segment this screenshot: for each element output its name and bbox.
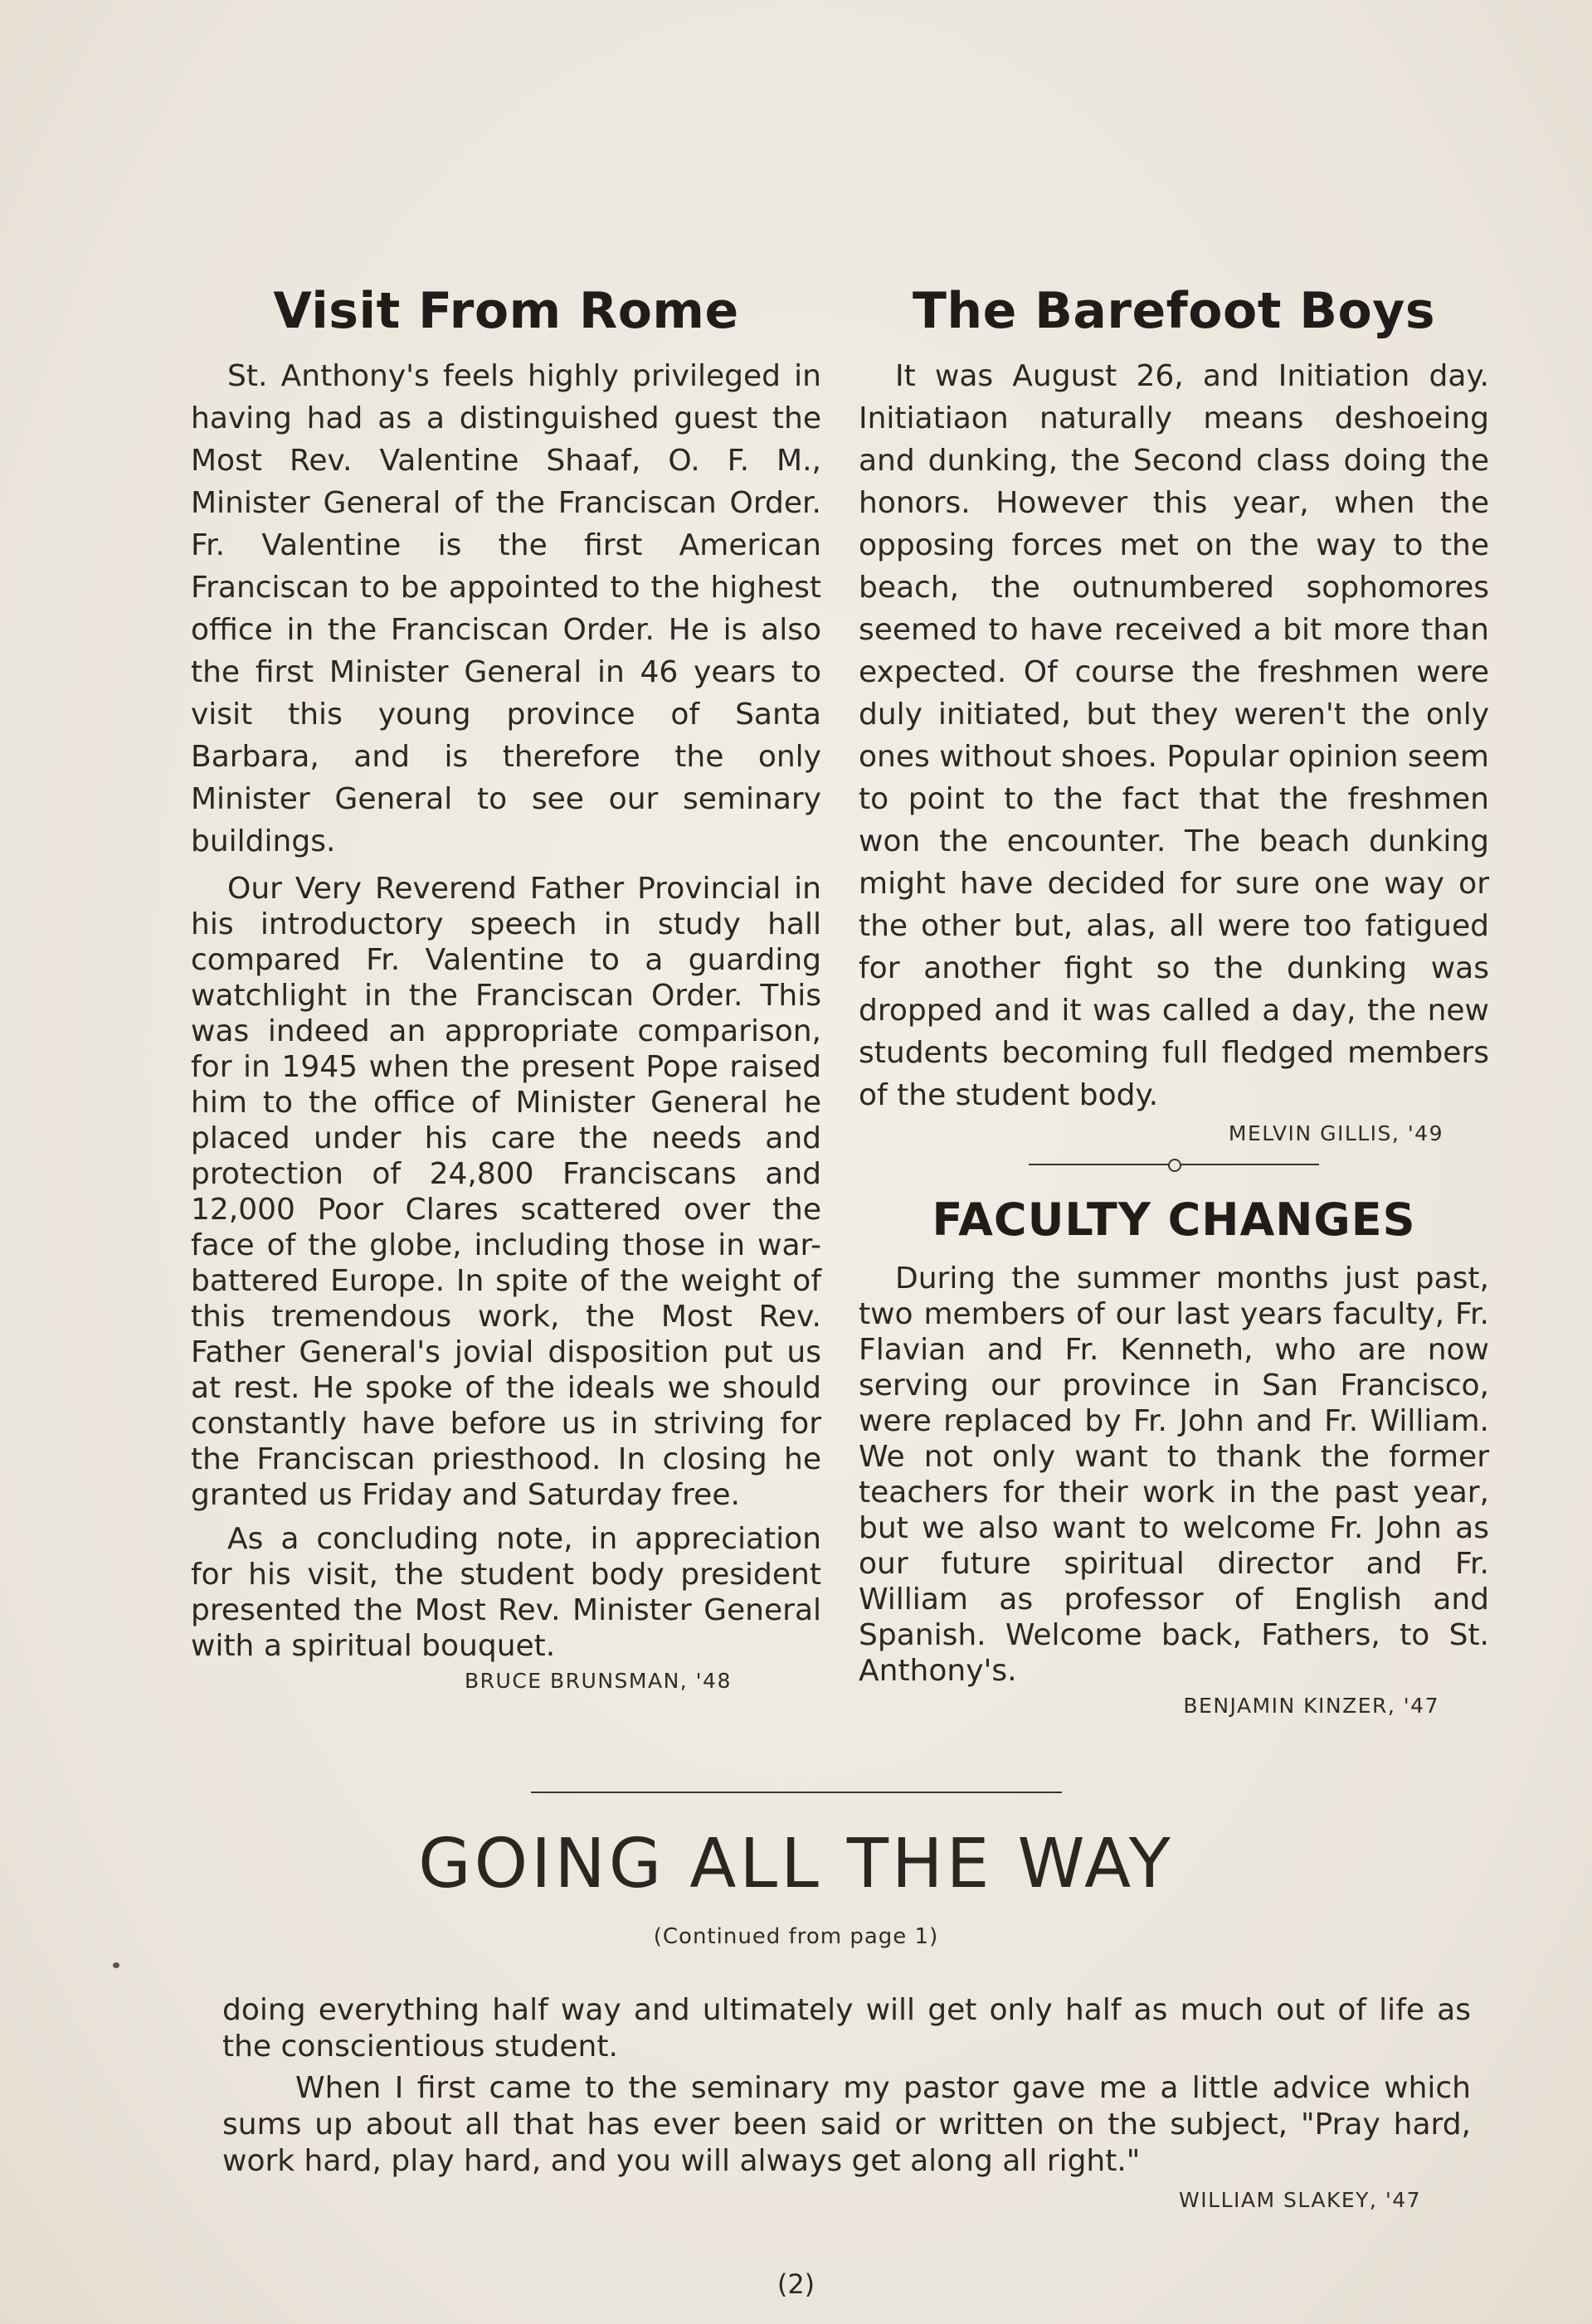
- article-visit-from-rome: [191, 282, 821, 1693]
- article-paragraph: St. Anthony's feels highly privileged in having had as a distinguished guest the Most Rev. Valentine Shaaf, O. F. M., Minister General of the Franciscan Order. Fr. Valentine is the first American Franciscan to be appointed to the highest office in the Franciscan Order. He is also the first Minister General in 46 years to visit this young province of Santa Barbara, and is therefore the only Minister General to see our seminary buildings.: [191, 359, 821, 858]
- article-title: The Barefoot Boys: [912, 282, 1436, 340]
- article-paragraph: When I first came to the seminary my pastor gave me a little advice which sums up about all that has ever been said or written on the subject, "Pray hard, work hard, play hard, and you will always get along all right.": [222, 2071, 1471, 2178]
- horizontal-rule: [531, 1792, 1062, 1793]
- article-byline: BRUCE BRUNSMAN, '48: [465, 1669, 732, 1693]
- article-paragraph: Our Very Reverend Father Provincial in his introductory speech in study hall compared Fr. Valentine to a guarding watchlight in the Franciscan Order. This was indeed an appropriate comparison, for in 1945 when the present Pope raised him to the office of Minister General he placed under his care the needs and protection of 24,800 Franciscans and 12,000 Poor Clares scattered over the face of the globe, including those in war-battered Europe. In spite of the weight of this tremendous work, the Most Rev. Father General's jovial disposition put us at rest. He spoke of the ideals we should constantly have before us in striving for the Franciscan priesthood. In closing he granted us Friday and Saturday free.: [191, 872, 821, 1512]
- article-byline: MELVIN GILLIS, '49: [1228, 1121, 1444, 1145]
- article-barefoot-boys: [859, 282, 1489, 1718]
- article-going-all-the-way: [222, 1992, 1471, 2212]
- article-paragraph: doing everything half way and ultimately will get only half as much out of life as the conscientious student.: [222, 1993, 1471, 2064]
- continued-note: (Continued from page 1): [653, 1924, 939, 1949]
- article-paragraph: As a concluding note, in appreciation for his visit, the student body president presented the Most Rev. Minister General with a spiritual bouquet.: [191, 1522, 821, 1663]
- article-byline: WILLIAM SLAKEY, '47: [1179, 2188, 1421, 2212]
- page-number: (2): [777, 2268, 815, 2300]
- section-divider: [1029, 1152, 1319, 1177]
- article-byline: BENJAMIN KINZER, '47: [1183, 1694, 1439, 1718]
- article-paragraph: It was August 26, and Initiation day. Initiatiaon naturally means deshoeing and dunking, the Second class doing the honors. However this year, when the opposing forces met on the way to the beach, the outnumbered sophomores seemed to have received a bit more than expected. Of course the freshmen were duly initiated, but they weren't the only ones without shoes. Popular opinion seem to point to the fact that the freshmen won the encounter. The beach dunking might have decided for sure one way or the other but, alas, all were too fatigued for another fight so the dunking was dropped and it was called a day, the new students becoming full fledged members of the student body.: [859, 359, 1489, 1112]
- article-title: GOING ALL THE WAY: [418, 1825, 1174, 1903]
- article-paragraph: During the summer months just past, two members of our last years faculty, Fr. Flavian and Fr. Kenneth, who are now serving our province in San Francisco, were replaced by Fr. John and Fr. William. We not only want to thank the former teachers for their work in the past year, but we also want to welcome Fr. John as our future spiritual director and Fr. William as professor of English and Spanish. Welcome back, Fathers, to St. Anthony's.: [859, 1262, 1489, 1688]
- paper-speck: [113, 1962, 119, 1968]
- article-faculty-changes: [859, 1194, 1489, 1718]
- article-title: FACULTY CHANGES: [932, 1194, 1416, 1246]
- article-title: Visit From Rome: [273, 282, 739, 340]
